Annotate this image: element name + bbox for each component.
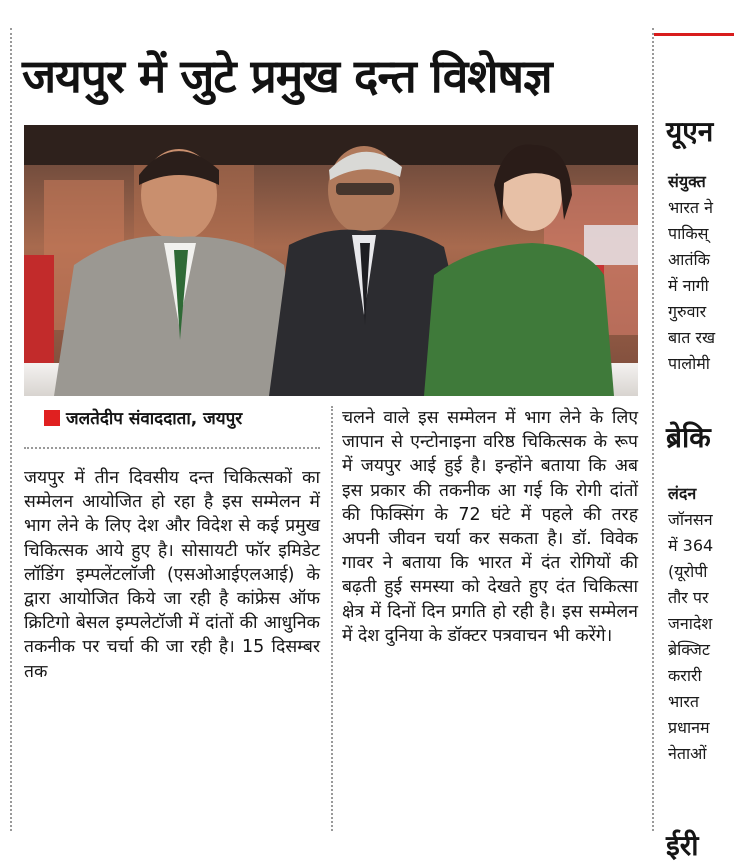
side-line: गुरुवार [668,302,707,321]
side-line: पालोमी [668,354,710,373]
side-line: नेताओं [668,744,707,763]
side-heading-1: यूएन [666,115,714,148]
side-heading-3: ईरी [666,829,699,862]
side-line: पाकिस् [668,224,709,243]
side-line: प्रधानम [668,718,710,737]
article-photo [24,125,638,396]
article-column-2: चलने वाले इस सम्मेलन में भाग लेने के लिए जापान से एन्टोनाइना वरिष्ठ चिकित्सक के रूप में जयपुर आई हुई है। इन्होंने बताया कि अब इस प्रकार की तकनीक आ गई कि रोगी दांतों की फिक्सिंग के 72 घंटे में पहले की तरह अपनी जीवन चर्या कर सकता है। डॉ. विवेक गावर ने बताया कि भारत में दंत रोगियों की बढ़ती हुई समस्या को देखते हुए दंत चिकित्सा क्षेत्र में दिनों दिन प्रगति हो रही है। इस सम्मेलन में देश दुनिया के डॉक्टर पत्रवाचन भी करेंगे। [342,408,638,646]
side-line: भारत ने [668,198,714,217]
side-line: संयुक्त [668,172,706,191]
article-column-1: जयपुर में तीन दिवसीय दन्त चिकित्सकों का सम्मेलन आयोजित हो रहा है इस सम्मेलन में भाग लेने के लिए देश और विदेश से कई प्रमुख चिकित्सक आये हुए है। सोसायटी फॉर इमिडेट लॉडिंग इम्पलेंटलॉजी (एसओआईएलआई) के द्वारा आयोजित किये जा रही है कांफ्रेस ऑफ क्रिटिगो बेसल इम्पलेटॉजी में दांतों की आधुनिक तकनीक पर चर्चा की जा रही है। 15 दिसम्बर तक [24,468,320,682]
side-line: में 364 [668,536,714,555]
byline-rule [24,447,320,449]
section-rule [654,33,734,36]
side-line: भारत [668,692,700,711]
side-line: करारी [668,666,702,685]
side-line: जॉनसन [668,510,713,529]
headline: जयपुर में जुटे प्रमुख दन्त विशेषज्ञ [22,49,552,103]
side-heading-2: ब्रेकि [666,421,711,454]
side-line: जनादेश [668,614,713,633]
text-column-divider [331,406,333,831]
byline-marker [44,410,60,426]
byline [44,406,242,429]
side-line: (यूरोपी [668,562,708,581]
left-margin-rule [10,28,12,831]
side-line: बात रख [668,328,716,347]
side-line: ब्रेक्जिट [668,640,710,659]
byline-text: जलतेदीप संवाददाता, जयपुर [66,409,243,429]
adjacent-article-strip [666,0,726,862]
column-divider-rule [652,28,654,831]
side-line: तौर पर [668,588,709,607]
side-line: लंदन [668,484,697,503]
side-line: आतंकि [668,250,710,269]
side-line: में नागी [668,276,709,295]
